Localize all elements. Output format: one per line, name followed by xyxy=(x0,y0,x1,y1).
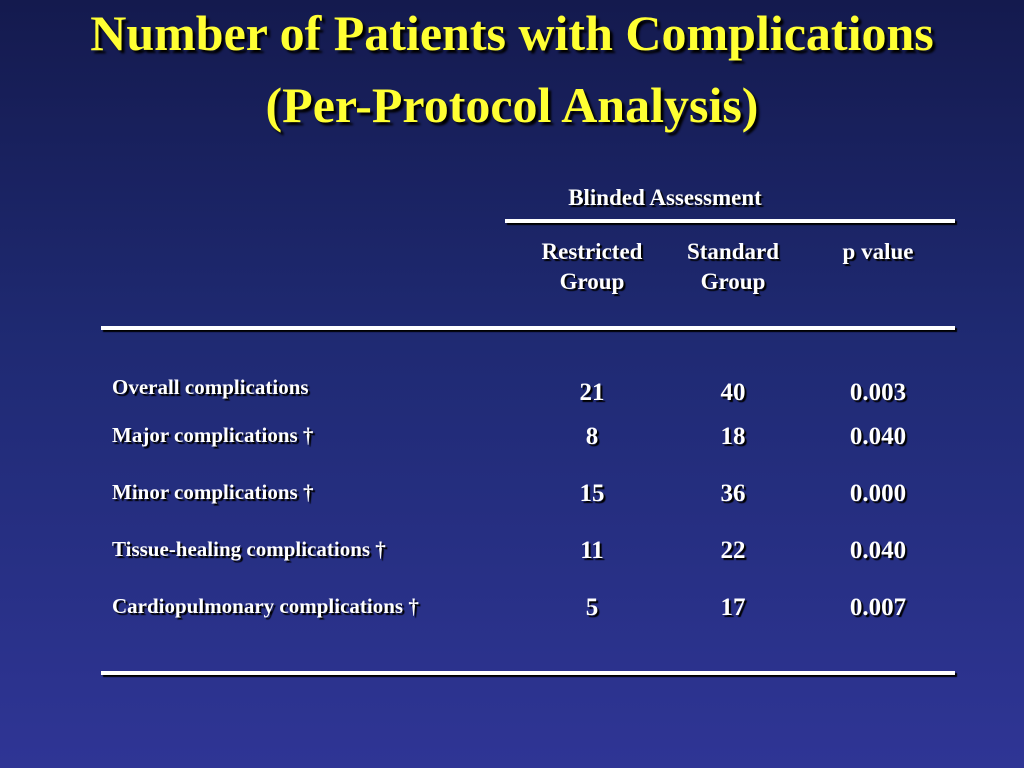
column-header-p-value: p value xyxy=(842,239,914,264)
cell-tissue-healing-standard: 22 xyxy=(720,537,746,564)
cell-minor-restricted: 15 xyxy=(579,480,605,507)
cell-minor-p-value: 0.000 xyxy=(849,480,907,507)
cell-major-p-value: 0.040 xyxy=(849,423,907,450)
cell-overall-standard: 40 xyxy=(720,379,746,406)
row-label-cardiopulmonary: Cardiopulmonary complications † xyxy=(112,594,419,618)
cell-cardiopulmonary-p-value: 0.007 xyxy=(849,594,907,621)
row-label-overall: Overall complications xyxy=(112,375,309,399)
cell-cardiopulmonary-standard: 17 xyxy=(720,594,746,621)
cell-major-standard: 18 xyxy=(720,423,746,450)
cell-major-restricted: 8 xyxy=(585,423,599,450)
row-label-minor: Minor complications † xyxy=(112,480,314,504)
cell-overall-p-value: 0.003 xyxy=(849,379,907,406)
table-bottom-rule xyxy=(101,671,955,675)
row-label-tissue-healing: Tissue-healing complications † xyxy=(112,537,386,561)
row-label-major: Major complications † xyxy=(112,423,314,447)
cell-overall-restricted: 21 xyxy=(579,379,605,406)
column-header-restricted-text: Restricted Group xyxy=(541,239,643,294)
group-header-rule xyxy=(505,219,955,223)
header-separator-rule xyxy=(101,326,955,330)
slide-title-line-2: (Per-Protocol Analysis) xyxy=(265,77,759,133)
cell-cardiopulmonary-restricted: 5 xyxy=(585,594,599,621)
slide-title-line-1: Number of Patients with Complications xyxy=(90,5,934,61)
column-header-restricted xyxy=(522,237,662,297)
cell-tissue-healing-p-value: 0.040 xyxy=(849,537,907,564)
group-header-blinded-assessment: Blinded Assessment xyxy=(568,185,762,210)
column-header-standard xyxy=(663,237,803,297)
column-header-standard-text: Standard Group xyxy=(686,239,780,294)
cell-tissue-healing-restricted: 11 xyxy=(580,537,604,564)
cell-minor-standard: 36 xyxy=(720,480,746,507)
